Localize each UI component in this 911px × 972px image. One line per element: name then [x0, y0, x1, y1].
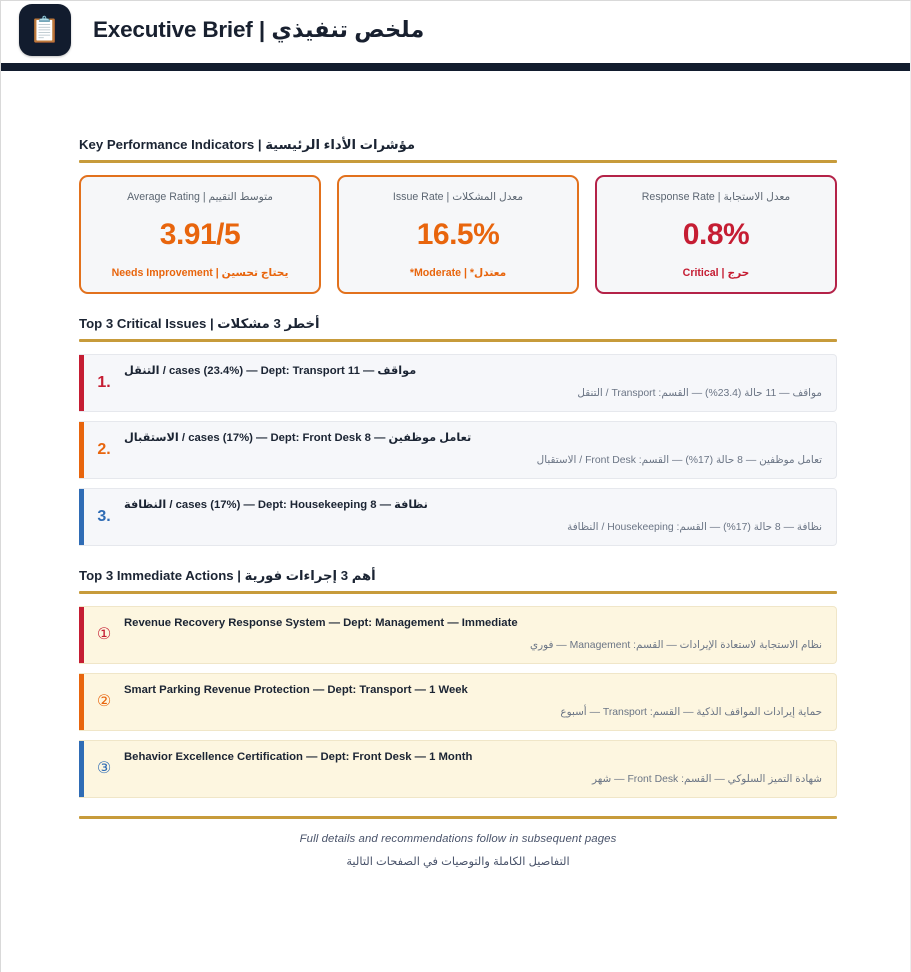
circled-number-icon: ① — [96, 626, 112, 643]
kpi-card-response-rate[interactable] — [595, 175, 837, 294]
action-marker — [84, 607, 124, 663]
kpi-card-row — [79, 175, 837, 294]
header-divider-bar — [1, 63, 910, 71]
action-content — [124, 607, 836, 663]
action-text-ar: نظام الاستجابة لاستعادة الإيرادات — القسم: Management — فوري — [529, 640, 822, 652]
action-content — [124, 674, 836, 730]
issues-section-divider — [79, 339, 837, 342]
footer-divider — [79, 816, 837, 819]
action-text-ar: شهادة التميز السلوكي — القسم: Front Desk — شهر — [592, 774, 822, 786]
issue-text-en: نظافة — 8 cases (17%) — Dept: Housekeeping / النظافة — [124, 499, 428, 511]
page-content — [1, 137, 910, 868]
footer-note-en: Full details and recommendations follow in subsequent pages — [299, 833, 617, 845]
issue-text-en: تعامل موظفين — 8 cases (17%) — Dept: Front Desk / الاستقبال — [124, 432, 472, 444]
kpi-label: معدل الاستجابة | Response Rate — [641, 191, 791, 203]
critical-issues-section — [79, 316, 837, 546]
kpi-card-average-rating[interactable] — [79, 175, 321, 294]
issue-text-ar: نظافة — 8 حالة (17%) — القسم: Housekeeping / النظافة — [567, 522, 822, 534]
action-content — [124, 741, 836, 797]
immediate-actions-section — [79, 568, 837, 798]
page-title: ملخص تنفيذي | Executive Brief — [93, 17, 425, 42]
kpi-section-heading: مؤشرات الأداء الرئيسية | Key Performance Indicators — [79, 137, 416, 152]
action-text-en: Behavior Excellence Certification — Dept: Front Desk — 1 Month — [124, 751, 473, 763]
status-badge: يحتاج تحسين | Needs Improvement — [111, 267, 289, 279]
kpi-value: 0.8% — [682, 218, 750, 251]
action-row-2[interactable] — [79, 673, 837, 731]
issue-text-en: مواقف — 11 cases (23.4%) — Dept: Transport / التنقل — [124, 365, 417, 377]
action-text-en: Smart Parking Revenue Protection — Dept: Transport — 1 Week — [124, 684, 468, 696]
action-text-en: Revenue Recovery Response System — Dept: Management — Immediate — [124, 617, 518, 629]
kpi-label: متوسط التقييم | Average Rating — [127, 191, 273, 203]
rank-number: 3. — [97, 508, 111, 525]
status-badge: معتدل* | Moderate* — [409, 267, 507, 279]
footer-note-ar: التفاصيل الكاملة والتوصيات في الصفحات التالية — [346, 856, 570, 868]
issue-content — [124, 489, 836, 545]
kpi-section — [79, 137, 837, 294]
rank-badge — [84, 489, 124, 545]
clipboard-icon — [19, 4, 71, 56]
issue-row-2[interactable] — [79, 421, 837, 479]
kpi-value: 16.5% — [416, 218, 500, 251]
action-row-3[interactable] — [79, 740, 837, 798]
issue-text-ar: تعامل موظفين — 8 حالة (17%) — القسم: Front Desk / الاستقبال — [536, 455, 822, 467]
circled-number-icon: ③ — [96, 760, 112, 777]
action-marker — [84, 741, 124, 797]
page-header — [1, 1, 910, 63]
kpi-section-divider — [79, 160, 837, 163]
issue-content — [124, 355, 836, 411]
action-text-ar: حماية إيرادات المواقف الذكية — القسم: Transport — أسبوع — [560, 707, 822, 719]
clipboard-glyph: 📋 — [29, 15, 61, 44]
issue-row-1[interactable] — [79, 354, 837, 412]
rank-number: 1. — [97, 374, 111, 391]
actions-section-heading: أهم 3 إجراءات فورية | Top 3 Immediate Actions — [79, 568, 376, 583]
status-badge: حرج | Critical — [682, 267, 750, 279]
issues-section-heading: أخطر 3 مشكلات | Top 3 Critical Issues — [79, 316, 320, 331]
actions-section-divider — [79, 591, 837, 594]
rank-number: 2. — [97, 441, 111, 458]
kpi-value: 3.91/5 — [159, 218, 241, 251]
issue-content — [124, 422, 836, 478]
action-row-1[interactable] — [79, 606, 837, 664]
circled-number-icon: ② — [96, 693, 112, 710]
rank-badge — [84, 422, 124, 478]
issue-text-ar: مواقف — 11 حالة (23.4%) — القسم: Transport / التنقل — [577, 388, 822, 400]
kpi-label: معدل المشكلات | Issue Rate — [392, 191, 524, 203]
rank-badge — [84, 355, 124, 411]
kpi-card-issue-rate[interactable] — [337, 175, 579, 294]
action-marker — [84, 674, 124, 730]
issue-row-3[interactable] — [79, 488, 837, 546]
